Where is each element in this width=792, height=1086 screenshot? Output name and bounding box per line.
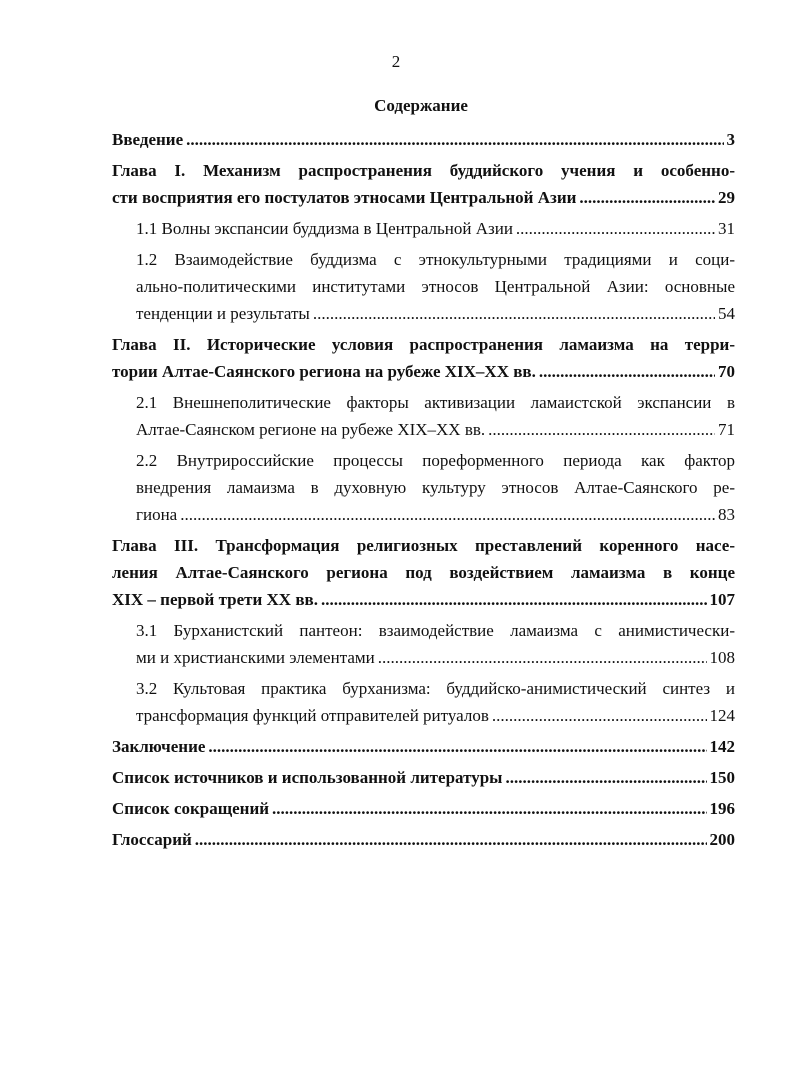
dot-leader xyxy=(539,358,715,385)
toc-entry-text: ально-политическими институтами этносов Центральной Азии: основные xyxy=(136,277,735,296)
toc-entry-text: 1.2 Взаимодействие буддизма с этнокультурными традициями и соци- xyxy=(136,250,735,269)
toc-entry-page: 70 xyxy=(718,362,735,381)
dot-leader xyxy=(505,764,706,791)
toc-entry-section-1-1 xyxy=(136,215,735,242)
toc-title: Содержание xyxy=(374,96,468,115)
toc-entry-section-1-2 xyxy=(136,246,735,327)
toc-entry-text: Глава III. Трансформация религиозных преставлений коренного насе- xyxy=(112,536,735,555)
dot-leader xyxy=(378,644,707,671)
toc-entry-page: 142 xyxy=(709,737,735,756)
toc-entry-text: Глава I. Механизм распространения буддийского учения и особенно- xyxy=(112,161,735,180)
toc-entry-glossary xyxy=(112,826,735,853)
toc-entry-page: 83 xyxy=(718,505,735,524)
page-number: 2 xyxy=(391,52,401,71)
toc-entry-text: 2.1 Внешнеполитические факторы активизации ламаистской экспансии в xyxy=(136,393,735,412)
toc-entry-section-3-2 xyxy=(136,675,735,729)
toc-entry-abbreviations xyxy=(112,795,735,822)
toc-entry-page: 108 xyxy=(709,648,735,667)
toc-entry-text: Список сокращений xyxy=(112,799,270,818)
toc-entry-text: внедрения ламаизма в духовную культуру этносов Алтае-Саянского ре- xyxy=(136,478,735,497)
dot-leader xyxy=(579,184,715,211)
toc-entry-text: трансформация функций отправителей ритуалов xyxy=(136,706,489,725)
toc-entry-text: 3.2 Культовая практика бурханизма: буддийско-анимистический синтез и xyxy=(136,679,735,698)
toc-entry-page: 124 xyxy=(709,706,735,725)
dot-leader xyxy=(313,300,715,327)
toc-entry-page: 3 xyxy=(726,130,735,149)
dot-leader xyxy=(321,586,707,613)
toc-entry-text: Глоссарий xyxy=(112,830,192,849)
toc-entry-chapter-3 xyxy=(112,532,735,613)
toc-entry-text: XIX – первой трети XX вв. xyxy=(112,590,318,609)
toc-entry-text: Заключение xyxy=(112,737,206,756)
toc-entry-page: 31 xyxy=(718,219,735,238)
toc-entry-chapter-1 xyxy=(112,157,735,211)
toc-entry-page: 200 xyxy=(709,830,735,849)
table-of-contents xyxy=(112,126,735,857)
toc-entry-bibliography xyxy=(112,764,735,791)
toc-entry-text: сти восприятия его постулатов этносами Центральной Азии xyxy=(112,188,577,207)
toc-entry-text: 1.1 Волны экспансии буддизма в Центральной Азии xyxy=(136,219,513,238)
toc-entry-page: 196 xyxy=(709,799,735,818)
toc-entry-text: гиона xyxy=(136,505,178,524)
toc-entry-section-2-2 xyxy=(136,447,735,528)
toc-entry-text: Глава II. Исторические условия распространения ламаизма на терри- xyxy=(112,335,735,354)
toc-entry-page: 150 xyxy=(709,768,735,787)
toc-entry-text: тории Алтае-Саянского региона на рубеже XIX–XX вв. xyxy=(112,362,536,381)
dot-leader xyxy=(488,416,715,443)
toc-entry-introduction xyxy=(112,126,735,153)
toc-entry-page: 107 xyxy=(709,590,735,609)
toc-entry-section-3-1 xyxy=(136,617,735,671)
toc-entry-page: 29 xyxy=(718,188,735,207)
toc-entry-text: Введение xyxy=(112,130,184,149)
dot-leader xyxy=(180,501,715,528)
dot-leader xyxy=(195,826,707,853)
toc-entry-text: ления Алтае-Саянского региона под воздействием ламаизма в конце xyxy=(112,563,735,582)
toc-entry-text: тенденции и результаты xyxy=(136,304,310,323)
toc-entry-page: 54 xyxy=(718,304,735,323)
toc-entry-page: 71 xyxy=(718,420,735,439)
toc-entry-section-2-1 xyxy=(136,389,735,443)
toc-entry-chapter-2 xyxy=(112,331,735,385)
toc-entry-text: 3.1 Бурханистский пантеон: взаимодействие ламаизма с анимистически- xyxy=(136,621,735,640)
toc-entry-conclusion xyxy=(112,733,735,760)
toc-entry-text: ми и христианскими элементами xyxy=(136,648,375,667)
toc-entry-text: Алтае-Саянском регионе на рубеже XIX–XX вв. xyxy=(136,420,486,439)
dot-leader xyxy=(272,795,706,822)
toc-entry-text: Список источников и использованной литературы xyxy=(112,768,503,787)
dot-leader xyxy=(492,702,707,729)
dot-leader xyxy=(516,215,715,242)
dot-leader xyxy=(208,733,706,760)
dot-leader xyxy=(186,126,723,153)
toc-entry-text: 2.2 Внутрироссийские процессы пореформенного периода как фактор xyxy=(136,451,735,470)
